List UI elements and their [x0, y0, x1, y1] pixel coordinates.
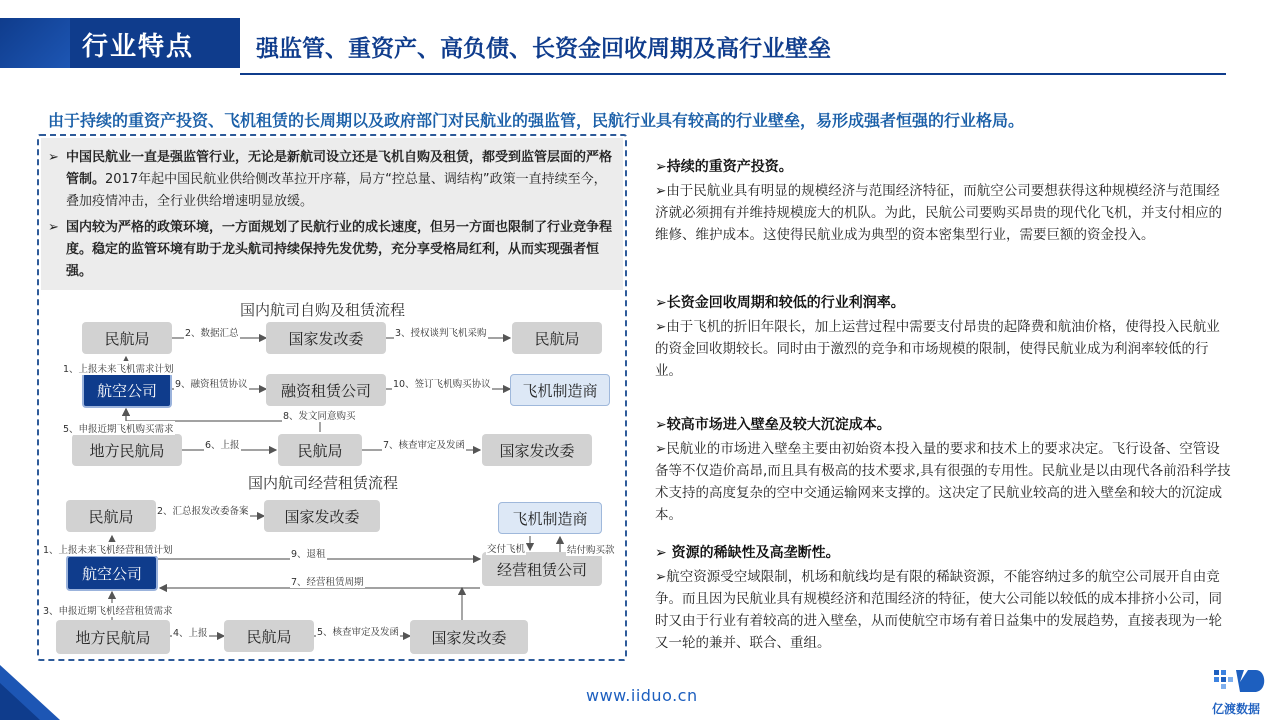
- right-section-3-body: ➢民航业的市场进入壁垒主要由初始资本投入量的要求和技术上的要求决定。飞行设备、空管设备等不仅造价高昂,而且具有极高的技术要求,具有很强的专用性。民航业是以由现代各前沿科学技术支持的高度复杂的空中交通运输网来支撑的。这决定了民航业较高的进入壁垒和较大的沉淀成本。: [655, 441, 1231, 523]
- diagram2-title: 国内航司经营租赁流程: [248, 474, 399, 492]
- d2-node-caac-mid: 民航局: [224, 620, 314, 652]
- bullet-marker-1: ➢: [48, 150, 59, 165]
- d1-label-7: 7、核查审定及发函: [382, 437, 466, 451]
- d2-node-maker: 飞机制造商: [498, 502, 602, 534]
- d1-label-2: 2、数据汇总: [184, 325, 240, 339]
- corner-decoration: [0, 665, 60, 720]
- d2-node-ndrc-bot: 国家发改委: [410, 620, 528, 654]
- d1-node-ndrc-bot: 国家发改委: [482, 434, 592, 466]
- diagram1-title: 国内航司自购及租赁流程: [240, 301, 406, 319]
- d2-node-local: 地方民航局: [56, 620, 170, 654]
- right-section-4-body: ➢航空资源受空域限制，机场和航线均是有限的稀缺资源，不能容纳过多的航空公司展开自由竞争。而且因为民航业具有规模经济和范围经济的特征，使大公司能以较低的成本排挤小公司，同时又由于行业有着较高的进入壁垒，从而使航空市场有着日益集中的发展趋势，直接表现为一轮又一轮的兼并、联合、重组。: [655, 569, 1222, 651]
- d1-node-caac-left: 民航局: [82, 322, 172, 354]
- right-section-2-body: ➢由于飞机的折旧年限长，加上运营过程中需要支付昂贵的起降费和航油价格，使得投入民航业的资金回收期较长。同时由于激烈的竞争和市场规模的限制，使得民航业成为利润率较低的行业。: [655, 319, 1220, 379]
- d2-label-1: 1、上报未来飞机经营租赁计划: [42, 542, 174, 556]
- d2-node-ndrc-top: 国家发改委: [264, 500, 380, 532]
- d1-node-maker: 飞机制造商: [510, 374, 610, 406]
- d1-node-airline: 航空公司: [82, 372, 172, 408]
- d2-label-2: 2、汇总报发改委备案: [156, 503, 250, 517]
- d2-label-9: 9、退租: [290, 546, 327, 560]
- left-bullet-2-bold: 国内较为严格的政策环境，一方面规划了民航行业的成长速度，但另一方面也限制了行业竞争程度。稳定的监管环境有助于龙头航司持续保持先发优势，充分享受格局红利，从而实现强者恒强。: [66, 220, 613, 279]
- right-section-1-title: ➢持续的重资产投资。: [655, 159, 793, 175]
- right-section-4-title: ➢ 资源的稀缺性及高垄断性。: [655, 545, 840, 561]
- d2-node-airline: 航空公司: [66, 555, 158, 591]
- d2-node-caac-left: 民航局: [66, 500, 156, 532]
- right-section-2-title: ➢长资金回收周期和较低的行业利润率。: [655, 295, 905, 311]
- d1-label-3: 3、授权谈判飞机采购: [394, 325, 488, 339]
- d1-label-10: 10、签订飞机购买协议: [392, 376, 492, 390]
- d2-label-7: 7、经营租赁周期: [290, 574, 365, 588]
- d1-label-9: 9、融资租赁协议: [174, 376, 249, 390]
- d1-node-lessor: 融资租赁公司: [266, 374, 386, 406]
- bullet-marker-2: ➢: [48, 220, 59, 235]
- d1-node-ndrc-top: 国家发改委: [266, 322, 386, 354]
- d1-label-8: 8、发文同意购买: [282, 408, 357, 422]
- footer-url[interactable]: www.iiduo.cn: [586, 686, 698, 705]
- d2-label-4: 4、上报: [172, 625, 209, 639]
- d1-node-local: 地方民航局: [72, 434, 182, 466]
- d1-node-caac-right: 民航局: [512, 322, 602, 354]
- summary-subtitle: 由于持续的重资产投资、飞机租赁的长周期以及政府部门对民航业的强监管，民航行业具有较高的行业壁垒，易形成强者恒强的行业格局。: [48, 111, 1025, 130]
- left-bullet-1-rest: 2017年起中国民航业供给侧改革拉开序幕，局方“控总量、调结构”政策一直持续至今，叠加疫情冲击，全行业供给增速明显放缓。: [66, 172, 607, 209]
- page-title: 强监管、重资产、高负债、长资金回收周期及高行业壁垒: [256, 36, 831, 62]
- d1-label-1: 1、上报未来飞机需求计划: [62, 361, 175, 375]
- left-bullet-1-bold: 中国民航业一直是强监管行业，无论是新航司设立还是飞机自购及租赁，都受到监管层面的严格管制。: [66, 150, 613, 187]
- right-section-3-title: ➢较高市场进入壁垒及较大沉淀成本。: [655, 417, 891, 433]
- d2-node-lessor: 经营租赁公司: [482, 552, 602, 586]
- header-tag-label: 行业特点: [82, 32, 195, 62]
- brand-logo-text: 亿渡数据: [1212, 702, 1261, 716]
- d2-label-deliver: 交付飞机: [486, 541, 526, 555]
- right-section-1-body: ➢由于民航业具有明显的规模经济与范围经济特征，而航空公司要想获得这种规模经济与范围经济就必须拥有并维持规模庞大的机队。为此，民航公司要购买昂贵的现代化飞机，并支付相应的维修、维护成本。这使得民航业成为典型的资本密集型行业，需要巨额的资金投入。: [655, 183, 1222, 243]
- d1-node-caac-mid: 民航局: [278, 434, 362, 466]
- d2-label-5: 5、核查审定及发函: [316, 624, 400, 638]
- d1-label-6: 6、上报: [204, 437, 241, 451]
- d2-label-settle: 结付购买款: [566, 542, 616, 556]
- d1-label-5: 5、申报近期飞机购买需求: [62, 421, 175, 435]
- d2-label-3: 3、申报近期飞机经营租赁需求: [42, 603, 174, 617]
